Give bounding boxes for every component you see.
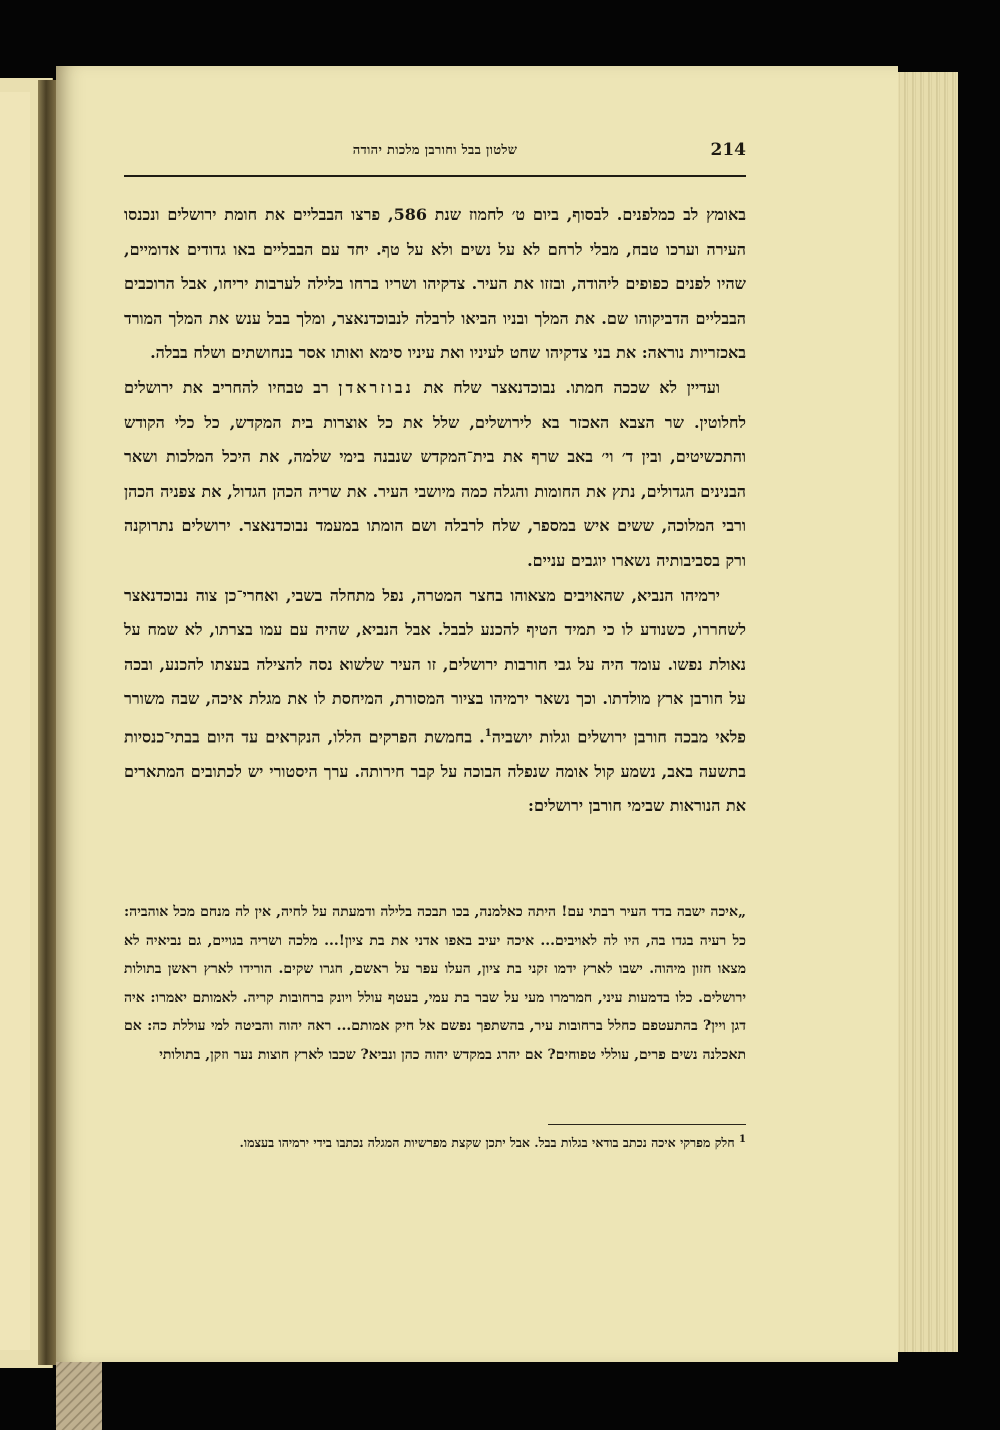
footnote-text: חלק מפרקי איכה נכתב בודאי בגלות בבל. אבל יתכן שקצת מפרשיות המגלה נכתבו בידי ירמיהו בעצמו. [239,1135,735,1151]
paragraph-3-text: ירמיהו הנביא, שהאויבים מצאוהו בחצר המטרה, נפל מתחלה בשבי, ואחרי־כן צוה נבוכדנאצר לשחררו, כשנודע לו כי תמיד הטיף להכנע לבבל. אבל הנביא, שהיה עם עמו בצרתו, לא שמח על נאולת נפשו. עומד היה על גבי חורבות ירושלים, זו העיר שלשוא נסה להצילה בעצתו להכנע, ובכה על חורבן ארץ מולדתו. וכך נשאר ירמיהו בציור המסורת, המיחסת לו את מגלת איכה, שבה משורר פלאי מבכה חורבן ירושלים וגלות יושביה [124,585,746,747]
footnote-reference: 1 [484,727,492,739]
footnote-mark: 1 [739,1134,746,1145]
running-title: שלטון בבל וחורבן מלכות יהודה [352,143,518,158]
quoted-verse [124,898,746,1069]
left-page-edge [0,92,30,1350]
book-gutter [38,80,56,1365]
footnote [124,1128,746,1155]
paragraph-1 [124,198,746,371]
paragraph-2 [124,371,746,579]
paragraph-2-start: ועדיין לא שככה חמתו. נבוכדנאצר שלח את [423,377,721,397]
footnote-rule [548,1124,746,1125]
page-number: 214 [710,140,746,160]
bookmark-ribbon [56,1360,102,1430]
header-rule [124,175,746,177]
paragraph-3 [124,579,746,824]
paragraph-1-text: באומץ לב כמלפנים. לבסוף, ביום ט׳ לחמוז שנת 586, פרצו הבבליים את חומת ירושלים ונכנסו העירה וערכו טבח, מבלי לרחם לא על נשים ולא על טף. יחד עם הבבליים באו גדודים אדומיים, שהיו לפנים כפופים ליהודה, ובזזו את העיר. צדקיהו ושריו ברחו בלילה לערבות יריחו, אבל הרוכבים הבבליים הדביקוהו שם. את המלך ובניו הביאו לרבלה לנבוכדנאצר, ומלך בבל ענש את המלך המורד באכזריות נוראה: את בני צדקיהו שחט לעיניו ואת עיניו סימא ואותו אסר בנחושתים ושלח בבלה. [124,205,746,363]
paragraph-2-rest: רב טבחיו להחריב את ירושלים לחלוטין. שר הצבא האכזר בא לירושלים, שלל את כל אוצרות בית המקדש, כל כלי הקודש והתכשיטים, ובין ד׳ וי׳ באב שרף את בית־המקדש שנבנה בימי שלמה, את היכל המלכות ושאר הבנינים הגדולים, נתץ את החומות והגלה כמה מיושבי העיר. את שריה הכהן הגדול, את צפניה הכהן ורבי המלוכה, ששים איש במספר, שלח לרבלה ושם הומתו במעמד נבוכדנאצר. ירושלים נתרוקנה ורק בסביבותיה נשארו יוגבים עניים. [124,377,746,570]
verse-text: „איכה ישבה בדד העיר רבתי עם! היתה כאלמנה, בכו תבכה בלילה ודמעתה על לחיה, אין לה מנחם מכל אוהביה: כל רעיה בגדו בה, היו לה לאויבים... איכה יעיב באפו אדני את בת ציון!... מלכה ושריה בגויים, גם נביאיה לא מצאו חזון מיהוה. ישבו לארץ ידמו זקני בת ציון, העלו עפר על ראשם, חגרו שקים. הורידו לארץ ראשן בתולות ירושלים. כלו בדמעות עיני, חמרמרו מעי על שבר בת עמי, בעטף עולל ויונק ברחובות קריה. לאמותם יאמרו: איה דגן ויין? בהתעטפם כחלל ברחובות עיר, בהשתפך נפשם אל חיק אמותם... ראה יהוה והביטה למי עוללת כה: אם תאכלנה נשים פרים, עוללי טפוחים? אם יהרג במקדש יהוה כהן ונביא? שכבו לארץ חוצות נער וזקן, בתולותי [124,904,746,1063]
spaced-name: נבוזראדן [338,377,414,397]
main-text [124,198,746,824]
page-header [124,140,746,172]
paragraph-3-end: . בחמשת הפרקים הללו, הנקראים עד היום בבתי־כנסיות בתשעה באב, נשמע קול אומה שנפלה הבוכה על קבר חירותה. ערך היסטורי יש לכתובים המתארים את הנוראות שבימי חורבן ירושלים: [124,727,746,816]
page-edges [892,72,958,1352]
